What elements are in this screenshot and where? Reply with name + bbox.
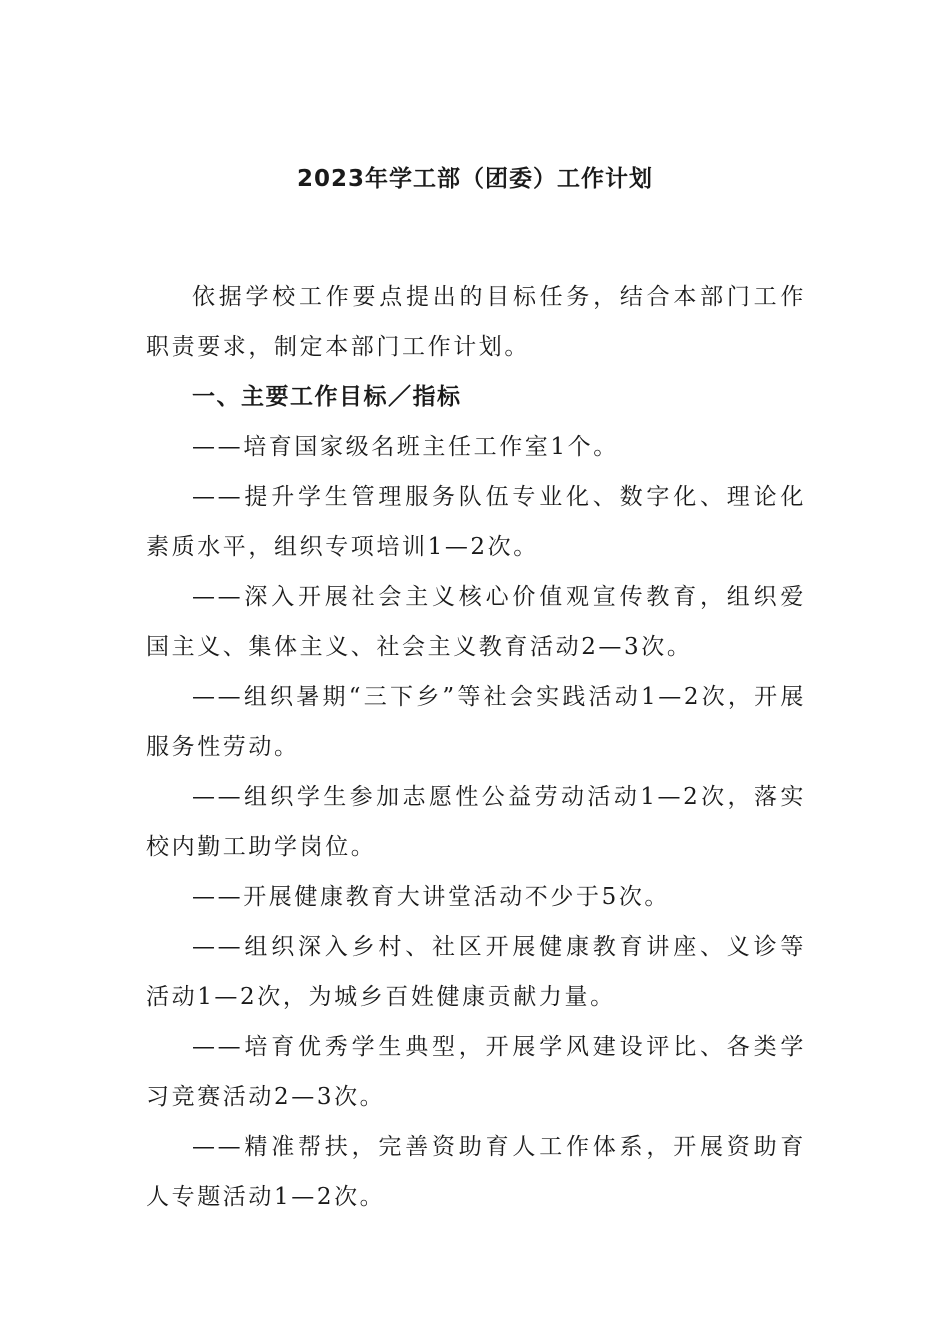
goal-item: ——培育优秀学生典型，开展学风建设评比、各类学习竞赛活动2—3次。 — [146, 1034, 806, 1110]
intro-paragraph: 依据学校工作要点提出的目标任务，结合本部门工作职责要求，制定本部门工作计划。 — [146, 284, 806, 360]
goal-item: ——培育国家级名班主任工作室1个。 — [192, 434, 619, 460]
goal-item: ——组织学生参加志愿性公益劳动活动1—2次，落实校内勤工助学岗位。 — [146, 784, 806, 860]
section-heading: 一、主要工作目标／指标 — [192, 384, 462, 410]
goal-item: ——深入开展社会主义核心价值观宣传教育，组织爱国主义、集体主义、社会主义教育活动2—3次。 — [146, 584, 806, 660]
goal-item: ——精准帮扶，完善资助育人工作体系，开展资助育人专题活动1—2次。 — [146, 1134, 806, 1210]
goal-item: ——开展健康教育大讲堂活动不少于5次。 — [192, 884, 671, 910]
goal-item: ——提升学生管理服务队伍专业化、数字化、理论化素质水平，组织专项培训1—2次。 — [146, 484, 806, 560]
goal-item: ——组织暑期“三下乡”等社会实践活动1—2次，开展服务性劳动。 — [146, 684, 806, 760]
document-title: 2023年学工部（团委）工作计划 — [296, 166, 653, 192]
document-body — [146, 272, 806, 1222]
goal-item: ——组织深入乡村、社区开展健康教育讲座、义诊等活动1—2次，为城乡百姓健康贡献力量。 — [146, 934, 806, 1010]
